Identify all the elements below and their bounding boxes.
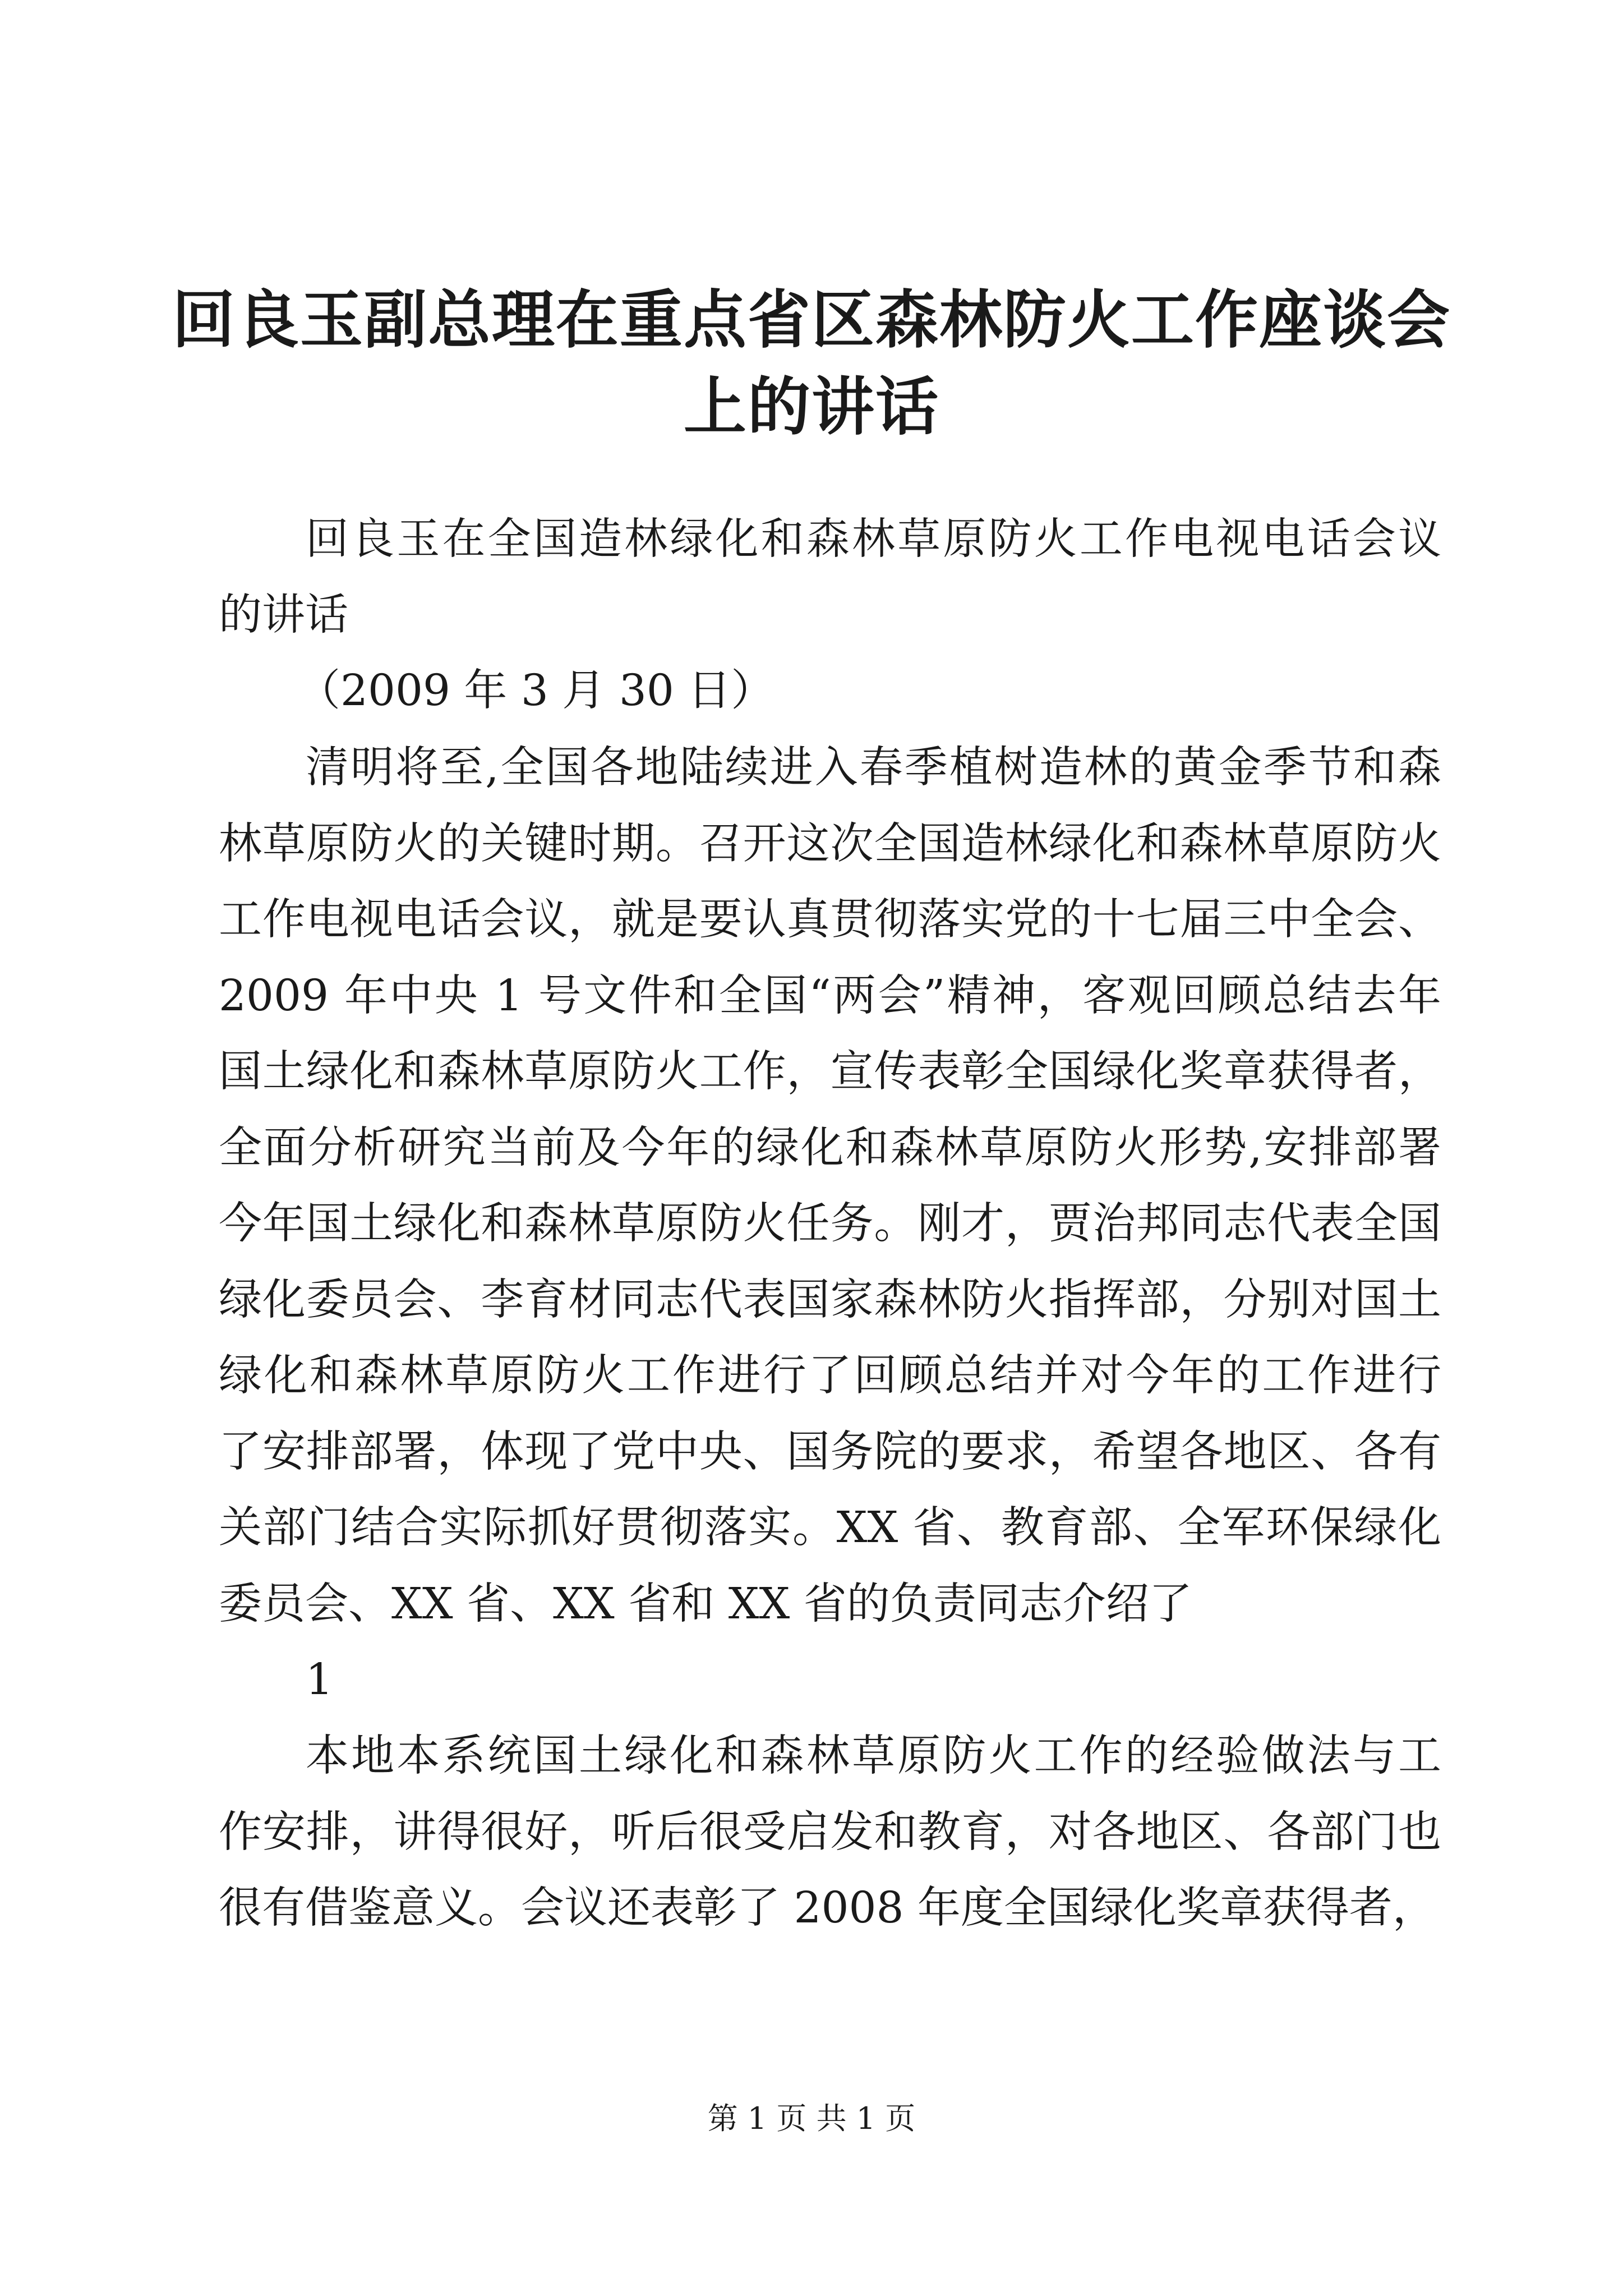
paragraph-1-line-6: 全面分析研究当前及今年的绿化和森林草原防火形势,安排部署 [219,1123,1441,1173]
paragraph-2-line-2: 作安排，讲得很好，听后很受启发和教育，对各地区、各部门也 [219,1807,1441,1857]
paragraph-1-line-9: 绿化和森林草原防火工作进行了回顾总结并对今年的工作进行 [219,1351,1441,1401]
paragraph-1-line-11: 关部门结合实际抓好贯彻落实。XX 省、教育部、全军环保绿化 [219,1503,1441,1553]
subtitle-line-2: 的讲话 [219,590,348,640]
paragraph-1-line-7: 今年国土绿化和森林草原防火任务。刚才，贾治邦同志代表全国 [219,1199,1441,1249]
date-line: （2009 年 3 月 30 日） [297,666,774,716]
document-title-line-2: 上的讲话 [684,370,939,444]
page-marker: 1 [306,1655,333,1705]
paragraph-1-line-8: 绿化委员会、李育材同志代表国家森林防火指挥部，分别对国土 [219,1275,1441,1325]
paragraph-1-line-12: 委员会、XX 省、XX 省和 XX 省的负责同志介绍了 [219,1579,1192,1629]
page-footer: 第 1 页 共 1 页 [707,2101,916,2136]
paragraph-1-line-2: 林草原防火的关键时期。召开这次全国造林绿化和森林草原防火 [219,819,1441,869]
document-title-line-1: 回良玉副总理在重点省区森林防火工作座谈会 [172,283,1451,357]
subtitle-line-1: 回良玉在全国造林绿化和森林草原防火工作电视电话会议 [306,514,1441,564]
paragraph-1-line-10: 了安排部署，体现了党中央、国务院的要求，希望各地区、各有 [219,1427,1441,1477]
paragraph-1-line-5: 国土绿化和森林草原防火工作，宣传表彰全国绿化奖章获得者， [219,1047,1441,1097]
paragraph-2-line-3: 很有借鉴意义。会议还表彰了 2008 年度全国绿化奖章获得者， [219,1883,1436,1933]
paragraph-2-line-1: 本地本系统国土绿化和森林草原防火工作的经验做法与工 [306,1731,1441,1781]
paragraph-1-line-3: 工作电视电话会议，就是要认真贯彻落实党的十七届三中全会、 [219,895,1441,945]
paragraph-1-line-1: 清明将至,全国各地陆续进入春季植树造林的黄金季节和森 [306,743,1441,793]
paragraph-1-line-4: 2009 年中央 1 号文件和全国“两会”精神，客观回顾总结去年 [219,971,1441,1021]
